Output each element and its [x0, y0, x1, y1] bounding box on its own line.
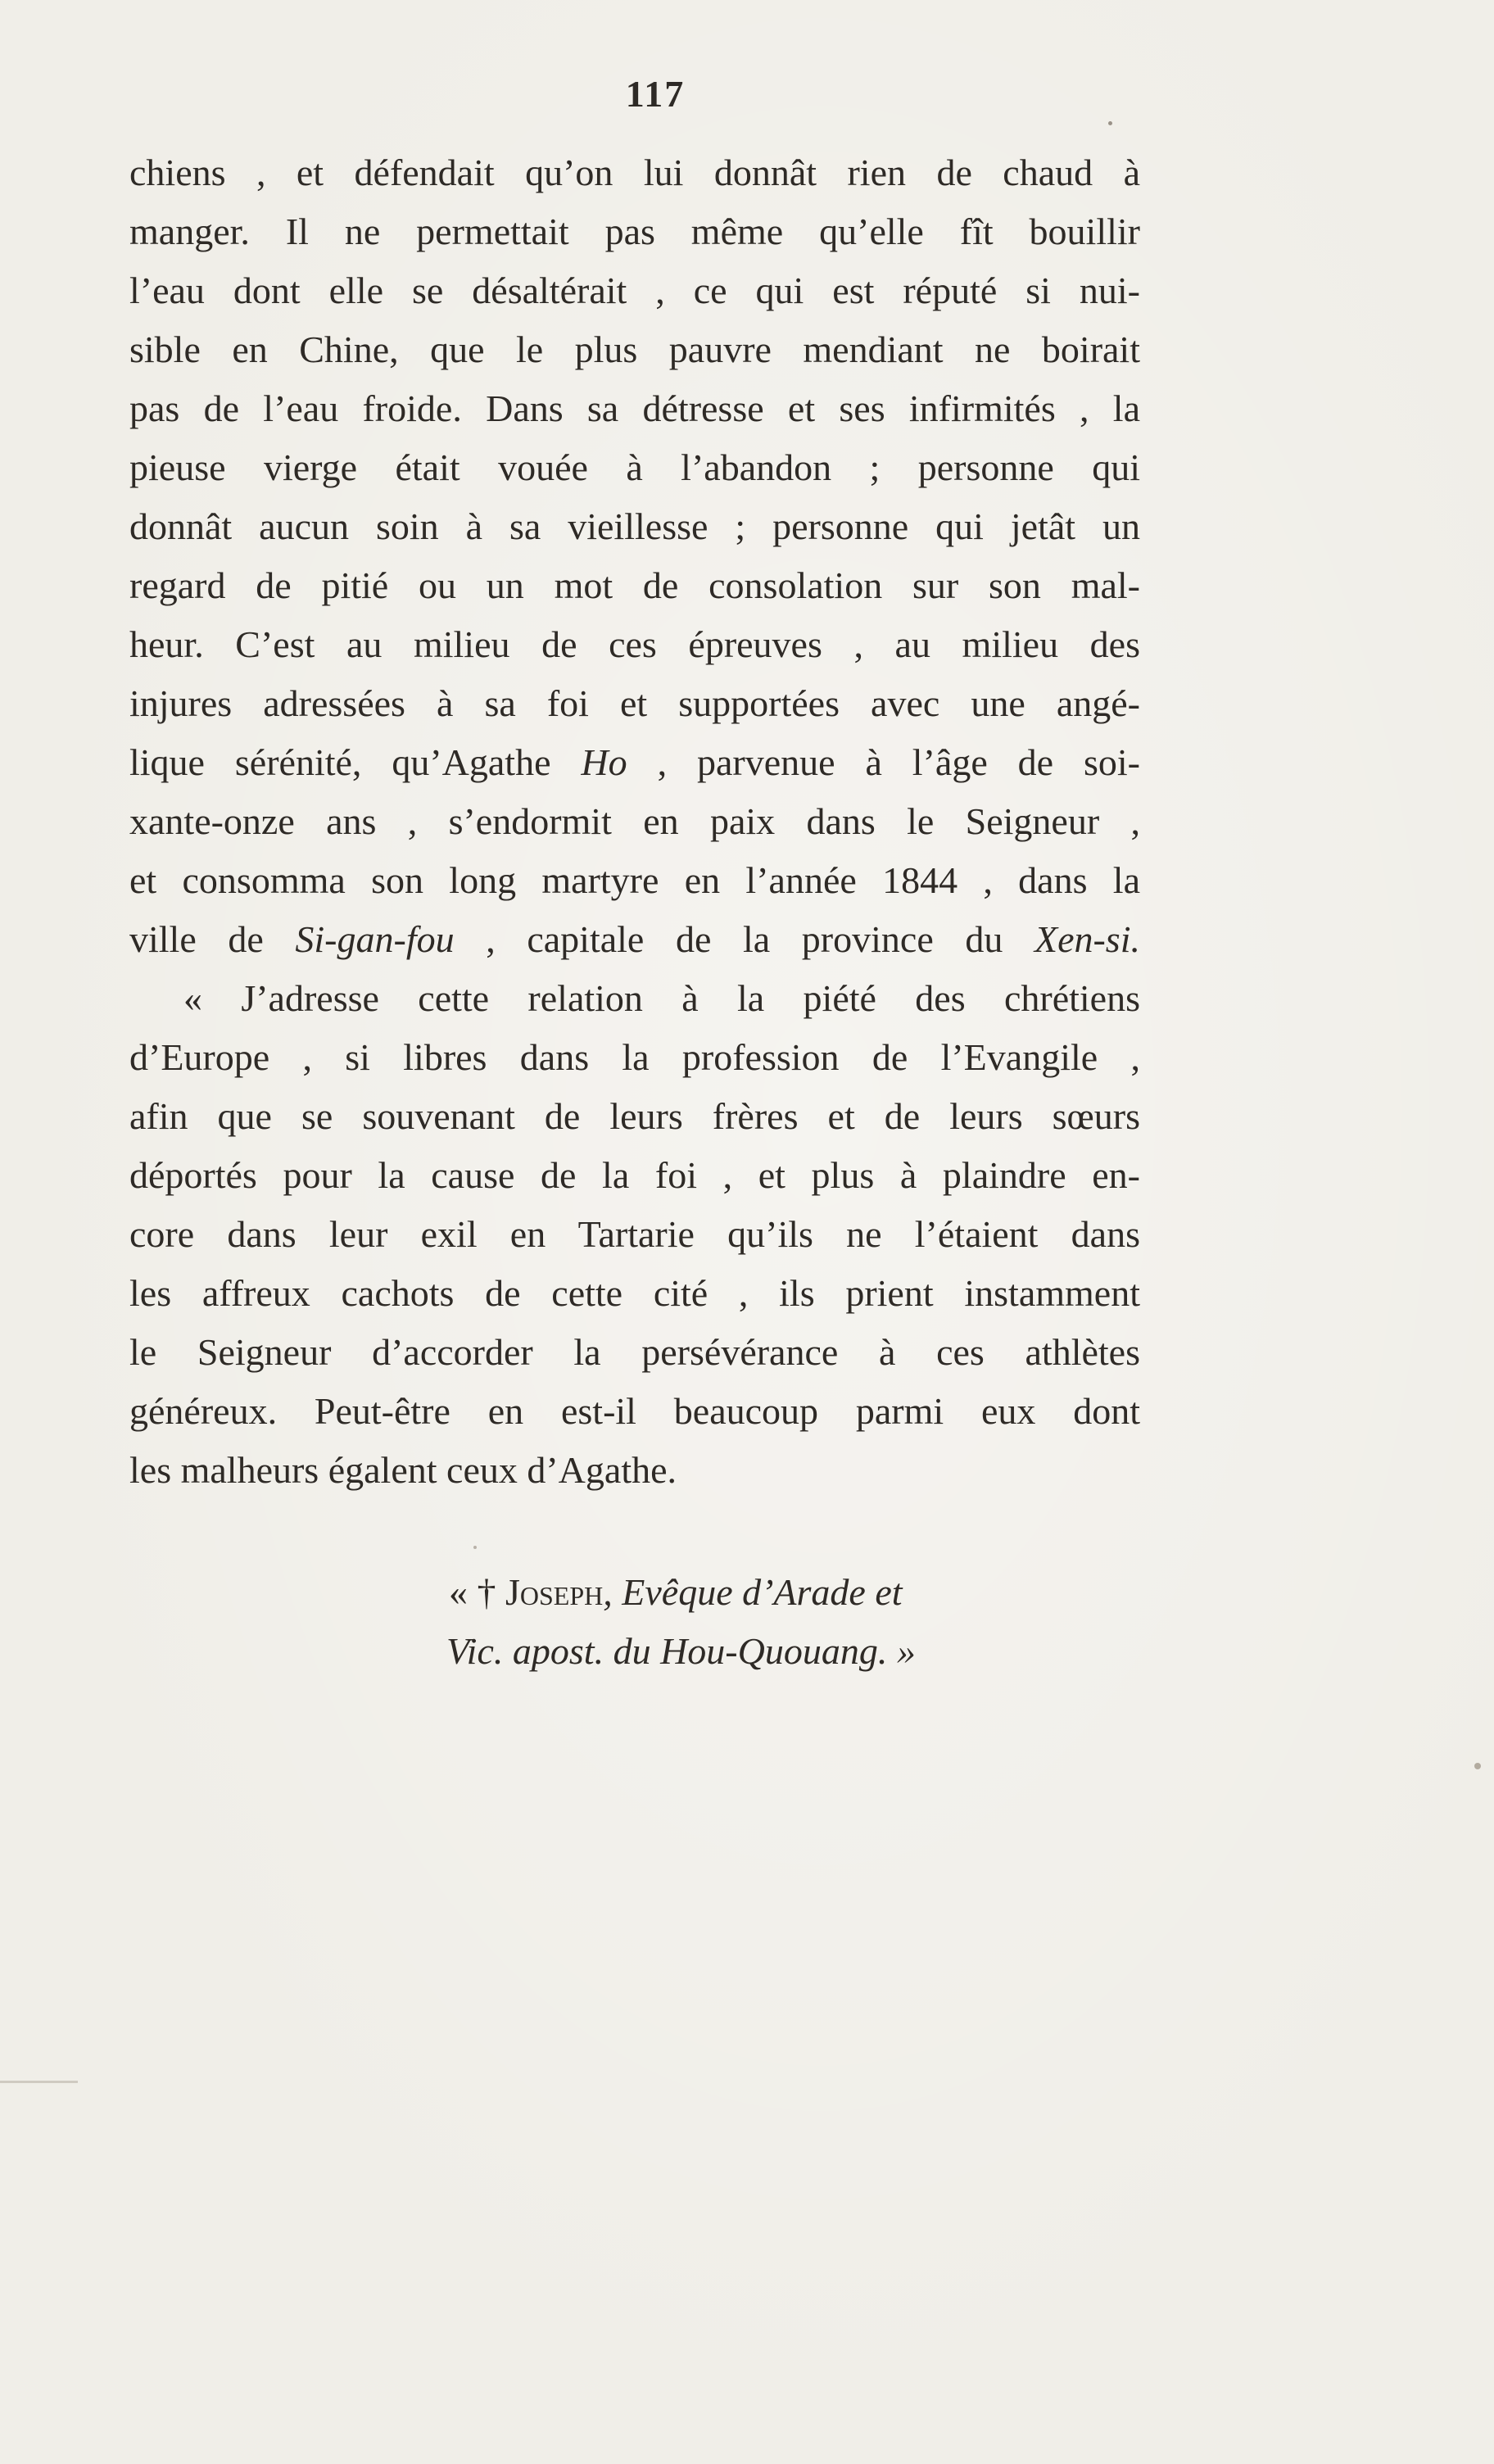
signature-line [0, 1622, 1494, 1681]
signature-block [0, 1563, 1494, 1681]
text-line [129, 910, 1140, 969]
text-line: « J’adresse cette relation à la piété des chrétiens [183, 977, 1140, 1019]
text-line: pas de l’eau froide. Dans sa détresse et ses infirmités , la [129, 387, 1140, 429]
text-line: chiens , et défendait qu’on lui donnât rien de chaud à [129, 152, 1140, 193]
text-line: généreux. Peut-être en est-il beaucoup parmi eux dont [129, 1390, 1140, 1432]
paper-speck [1108, 121, 1112, 125]
text-segment: , capitale de la province du [454, 918, 1034, 960]
text-segment: ville de [129, 918, 296, 960]
signature-line [0, 1563, 1494, 1622]
text-line: l’eau dont elle se désaltérait , ce qui est réputé si nui- [129, 270, 1140, 311]
text-line: injures adressées à sa foi et supportées avec une angé- [129, 682, 1140, 724]
text-line: le Seigneur d’accorder la persévérance à ces athlètes [129, 1331, 1140, 1373]
text-line: xante-onze ans , s’endormit en paix dans le Seigneur , [129, 800, 1140, 842]
text-segment: lique sérénité, qu’Agathe [129, 741, 582, 783]
text-line: afin que se souvenant de leurs frères et de leurs sœurs [129, 1095, 1140, 1137]
name-ho: Ho [581, 741, 627, 783]
text-line [129, 733, 1140, 792]
text-line: d’Europe , si libres dans la profession de l’Evangile , [129, 1036, 1140, 1078]
text-line: pieuse vierge était vouée à l’abandon ; personne qui [129, 446, 1140, 488]
text-line: heur. C’est au milieu de ces épreuves , au milieu des [129, 623, 1140, 665]
province-name: Xen-si. [1034, 918, 1140, 960]
page-edge-mark [0, 2081, 78, 2083]
text-line: core dans leur exil en Tartarie qu’ils ne l’étaient dans [129, 1213, 1140, 1255]
text-line: donnât aucun soin à sa vieillesse ; personne qui jetât un [129, 505, 1140, 547]
text-line: sible en Chine, que le plus pauvre mendiant ne boirait [129, 328, 1140, 370]
text-line: déportés pour la cause de la foi , et plus à plaindre en- [129, 1154, 1140, 1196]
signature-title: , Evêque d’Arade et [603, 1571, 903, 1613]
city-name: Si-gan-fou [295, 918, 455, 960]
signature-title: Vic. apost. du Hou-Quouang. [446, 1630, 888, 1672]
signature-cross: « † [449, 1571, 505, 1613]
paper-speck [473, 1546, 477, 1549]
text-line: les malheurs égalent ceux d’Agathe. [129, 1449, 677, 1491]
signature-close: » [887, 1630, 916, 1672]
text-line: regard de pitié ou un mot de consolation sur son mal- [129, 564, 1140, 606]
paper-speck [1474, 1763, 1481, 1769]
text-line: manger. Il ne permettait pas même qu’elle fît bouillir [129, 211, 1140, 252]
text-line: et consomma son long martyre en l’année 1844 , dans la [129, 859, 1140, 901]
body-text [129, 143, 1140, 1500]
text-segment: , parvenue à l’âge de soi- [627, 741, 1140, 783]
page-number: 117 [625, 73, 686, 115]
signature-name: Joseph [505, 1571, 604, 1613]
text-line: les affreux cachots de cette cité , ils prient instamment [129, 1272, 1140, 1314]
